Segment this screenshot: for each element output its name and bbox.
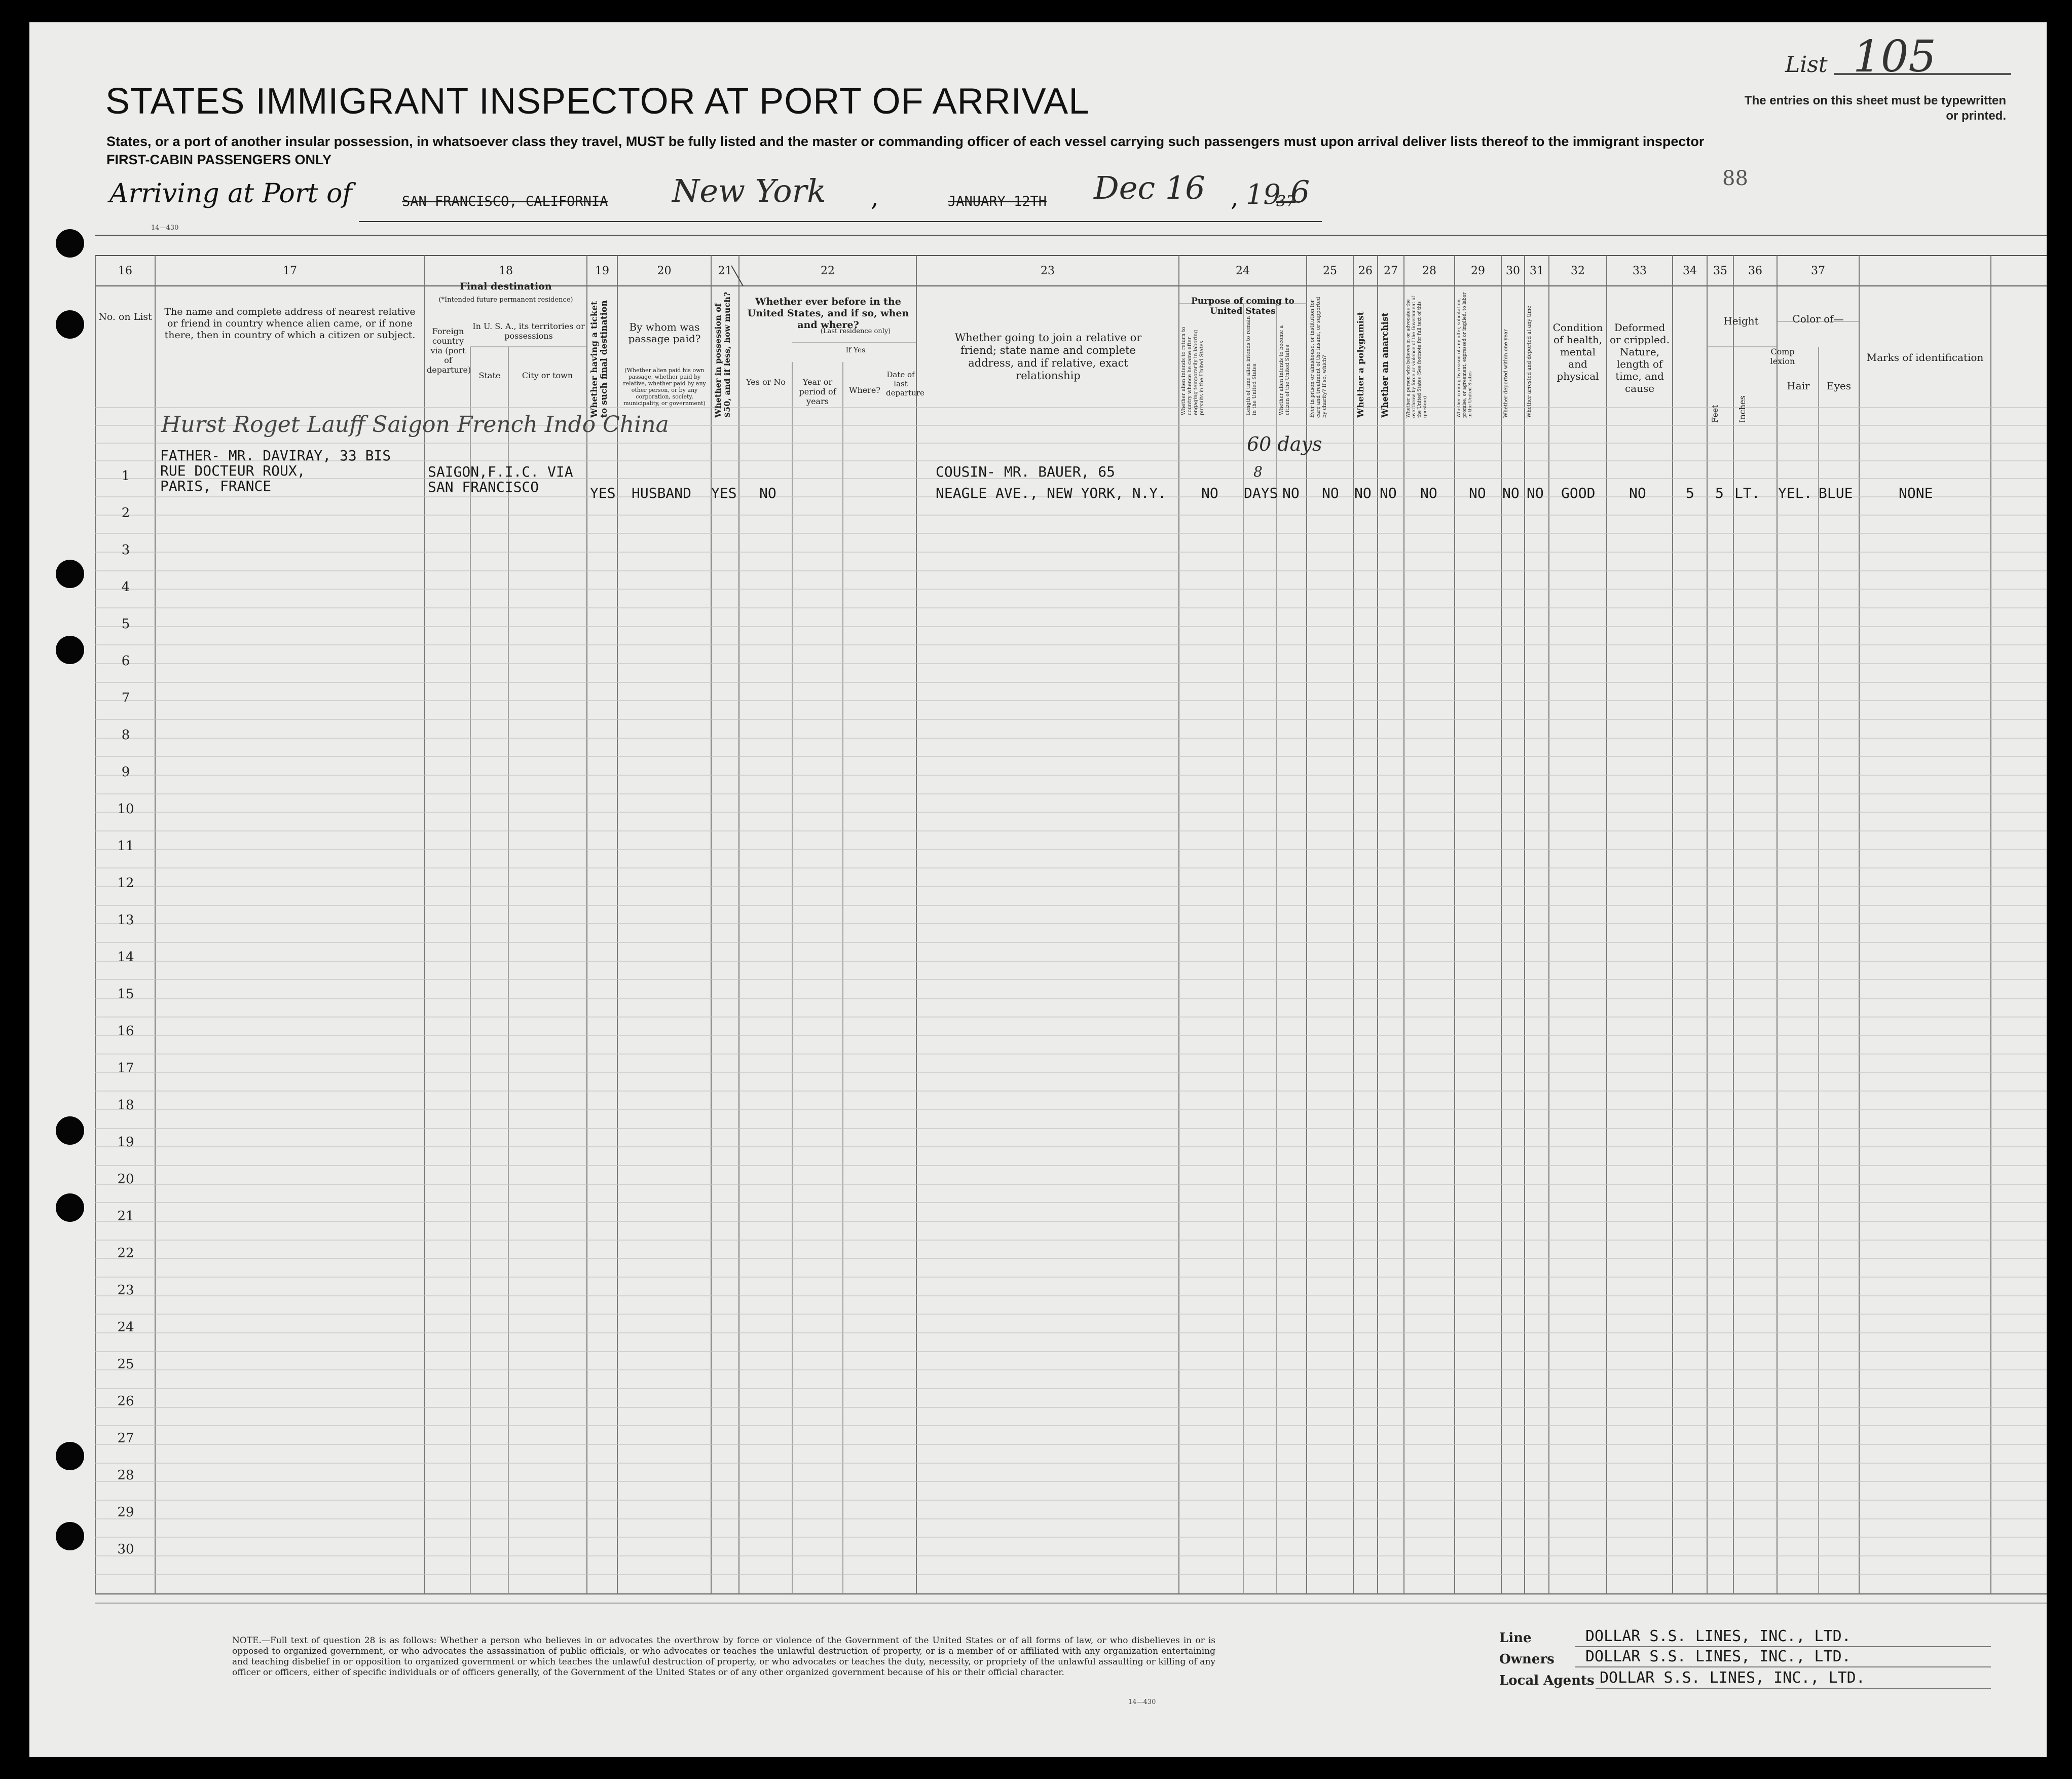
date-handwritten: Dec 16 [1094,169,1205,206]
col-header-foreign-country: Foreign country via (port of departure) [427,326,471,375]
owners-value: DOLLAR S.S. LINES, INC., LTD. [1585,1648,1851,1665]
agents-label: Local Agents [1499,1673,1595,1688]
relative-address-line: FATHER- MR. DAVIRAY, 33 BIS [160,447,391,464]
col-num: 33 [1633,265,1647,277]
col-header-last-residence: (Last residence only) [820,328,891,335]
col-num: 35 [1713,265,1727,277]
col-num: 24 [1236,265,1250,277]
col-header-yes-no: Yes or No [746,377,786,387]
col-num: 30 [1506,265,1520,277]
port-handwritten: New York [672,172,826,209]
prison-value: NO [1322,485,1339,501]
row-number: 1 [121,468,130,484]
col-header-last-departure: Date of last departure [886,370,924,397]
col-num: 36 [1748,265,1762,277]
col-header-length: Length of time alien intends to remain in the United States [1246,316,1257,415]
col-header-polygamist: Whether a polygamist [1356,311,1366,418]
col-num: 28 [1422,265,1436,277]
row-number: 20 [117,1172,134,1187]
handwritten-name-note: Hurst Roget Lauff Saigon French Indo China [161,412,669,438]
row-number: 12 [117,876,134,891]
col-header-purpose: Purpose of coming to United States [1191,296,1294,316]
intends-return-value: NO [1201,485,1218,501]
row-number: 15 [117,987,134,1002]
col-header-complexion: Complexion [1770,347,1795,366]
row-number: 2 [121,505,130,521]
owners-label: Owners [1499,1652,1555,1667]
row-number: 6 [121,653,130,669]
col-header-color: Color of— [1792,313,1844,325]
col-header-ticket: Whether having a ticket to such final destination [589,300,609,418]
col-num: 21 [718,265,732,277]
passage-paid-value: HUSBAND [632,485,692,501]
before-in-us-value: NO [759,485,776,501]
col-header-deported: Whether deported within one year [1503,329,1509,418]
labor-offer-value: NO [1469,485,1486,501]
col-header-if-yes: If Yes [845,346,866,354]
col-num: 37 [1811,265,1825,277]
form-code-top: 14—430 [151,224,179,232]
height-feet-value: 5 [1686,485,1694,501]
col-header-joining: Whether going to join a relative or friend; state name and complete address, and if relative, exact relationship [954,332,1142,382]
col-num: 34 [1683,265,1697,277]
col-header-eyes: Eyes [1827,380,1851,392]
row-number: 3 [121,542,130,558]
destination-line: SAN FRANCISCO [428,479,539,495]
row-number: 14 [117,950,134,965]
arrested-value: NO [1527,485,1544,501]
col-header-passage: By whom was passage paid? [628,321,701,345]
col-num: 23 [1041,265,1055,277]
footer-underlines [1545,1645,1991,1690]
line-label: Line [1499,1630,1532,1646]
list-number: 105 [1853,31,1937,82]
row-number: 18 [117,1098,134,1113]
row-number: 10 [117,802,134,817]
col-num: 29 [1471,265,1485,277]
comma: , [1231,184,1239,212]
deported-value: NO [1502,485,1520,501]
eyes-value: BLUE [1819,485,1853,501]
col-header-feet: Feet [1710,405,1720,423]
col-header-marks: Marks of identification [1866,351,1984,364]
col-num: 18 [499,265,513,277]
row-number: 22 [117,1246,134,1261]
col-num: 22 [821,265,835,277]
line-value: DOLLAR S.S. LINES, INC., LTD. [1585,1627,1851,1645]
col-header-final-destination: Final destination [460,281,552,292]
col-header-health: Condition of health, mental and physical [1552,321,1603,382]
anarchist-value: NO [1380,485,1397,501]
hair-value: YEL. [1778,485,1812,501]
col-header-note: (*Intended future permanent residence) [438,296,573,304]
col-header-height: Height [1723,315,1759,327]
col-header-state: State [478,371,501,380]
typing-instruction: The entries on this sheet must be typewritten or printed. [1744,94,2006,123]
col-header-overthrow: Whether a person who believes in or advocates the overthrow by force or violence of the Government of the United States (See footnote for full text of this question) [1406,296,1428,418]
complexion-value: LT. [1734,485,1760,501]
row-number: 17 [117,1061,134,1076]
col-header-in-usa: In U. S. A., its territories or possessions [472,321,585,341]
col-num: 20 [657,265,672,277]
col-header-labor-offer: Whether coming by reason of any offer, solicitation, promise, or agreement, expressed or implied, to labor in the United States [1457,292,1473,418]
row-number: 5 [121,616,130,632]
fifty-dollars-value: YES [711,485,737,501]
row-number: 24 [117,1320,134,1335]
joining-line: NEAGLE AVE., NEW YORK, N.Y. [936,485,1167,501]
row-number: 11 [117,839,134,854]
row-number: 21 [117,1209,134,1224]
port-typed: SAN FRANCISCO, CALIFORNIA [402,194,608,209]
col-header-return: Whether alien intends to return to country whence he came after engaging temporarily in laboring pursuits in the United States [1181,326,1205,415]
col-num: 19 [595,265,609,277]
table-grid [29,22,2047,1757]
agents-value: DOLLAR S.S. LINES, INC., LTD. [1600,1669,1865,1687]
class-line: FIRST-CABIN PASSENGERS ONLY [106,152,332,167]
col-header-relative: The name and complete address of nearest relative or friend in country whence alien came, or if none there, then in country of which a citizen or subject. [164,306,416,341]
row-number: 30 [117,1542,134,1557]
relative-address-line: PARIS, FRANCE [160,478,272,494]
form-code-bottom: 14—430 [1128,1698,1156,1706]
row-number: 26 [117,1394,134,1409]
col-header-hair: Hair [1787,380,1810,392]
year-prefix: 19 [1246,178,1281,210]
col-num: 32 [1571,265,1585,277]
row-number: 7 [121,691,130,706]
row-number: 23 [117,1283,134,1298]
polygamist-value: NO [1354,485,1372,501]
col-header-passage-note: (Whether alien paid his own passage, whether paid by relative, whether paid by any other person, or by any corporation, society, municipality, or government) [623,367,706,407]
row-number: 16 [117,1024,134,1039]
row-number: 27 [117,1431,134,1446]
marks-value: NONE [1899,485,1933,501]
col-num: 16 [118,265,132,277]
length-handwritten: 60 days [1247,433,1322,455]
row-number: 28 [117,1468,134,1483]
row-number: 9 [121,765,130,780]
col-header-city: City or town [522,371,573,380]
ticket-value: YES [590,485,616,501]
length-mark: 8 [1253,463,1263,480]
become-citizen-value: NO [1282,485,1300,501]
list-label: List [1785,52,1828,78]
footnote: NOTE.—Full text of question 28 is as follows: Whether a person who believes in or advocates the overthrow by force or violence of the Government of the United States or of all forms of law, or who disbelieves in or is opposed to organized government, or who advocates the assassination of public officials, or who advocates or teaches the unlawful destruction of property, or is a member of or affiliated with any organization entertaining and teaching disbelief in or opposition to organized government or which teaches the unlawful destruction of property, or who advocates or teaches the duty, necessity, or propriety of the unlawful assaulting or killing of any officer or officers, either of specific individuals or of officers generally, of the Government of the United States or of any other organized government because of his or their official character. [232,1636,1215,1678]
arriving-label: Arriving at Port of [109,178,352,209]
col-header-citizen: Whether alien intends to become a citizen of the United States [1279,325,1290,415]
sheet-number: 88 [1722,167,1748,190]
row-number: 25 [117,1357,134,1372]
manifest-sheet [29,22,2047,1757]
row-number: 13 [117,913,134,928]
destination-line: SAIGON,F.I.C. VIA [428,463,573,480]
row-number: 4 [121,579,130,595]
col-header-fifty-dollars: Whether in possession of $50, and if less, how much? [713,292,732,418]
health-value: GOOD [1561,485,1596,501]
page-title: STATES IMMIGRANT INSPECTOR AT PORT OF ARRIVAL [105,81,1090,122]
col-num: 26 [1358,265,1373,277]
relative-address-line: RUE DOCTEUR ROUX, [160,462,306,479]
col-header-arrested: Whether arrested and deported at any time [1527,305,1532,418]
comma: , [871,184,879,212]
page-subtitle: States, or a port of another insular possession, in whatsoever class they travel, MUST be fully listed and the master or commanding officer of each vessel carrying such passengers must upon arrival deliver lists thereof to the immigrant inspector [106,134,1705,149]
col-header-anarchist: Whether an anarchist [1380,312,1390,418]
length-of-stay-value: DAYS [1244,485,1278,501]
col-header-deformed: Deformed or crippled. Nature, length of time, and cause [1609,321,1670,394]
col-num: 25 [1323,265,1337,277]
col-header-inches: Inches [1737,395,1747,423]
joining-line: COUSIN- MR. BAUER, 65 [936,463,1116,480]
col-num: 27 [1384,265,1398,277]
row-number: 19 [117,1135,134,1150]
year-suffix: 37 [1276,193,1296,210]
col-num: 17 [283,265,297,277]
row-number: 29 [117,1505,134,1520]
overthrow-value: NO [1420,485,1437,501]
col-num: 31 [1530,265,1544,277]
date-typed: JANUARY 12TH [948,194,1047,209]
col-header-prison: Ever in prison or almshouse, or institution for care and treatment of the insane, or supported by charity? If so, which? [1310,297,1327,418]
row-number: 8 [121,728,130,743]
height-inches-value: 5 [1715,485,1724,501]
col-header-year: Year or period of years [799,377,836,406]
deformed-value: NO [1629,485,1646,501]
col-header-where: Where? [849,385,880,395]
col-header-no-on-list: No. on List [98,311,152,322]
year-handwritten: 6 [1290,174,1310,210]
col-header-before-in-us: Whether ever before in the United States, and if so, when and where? [747,296,909,331]
